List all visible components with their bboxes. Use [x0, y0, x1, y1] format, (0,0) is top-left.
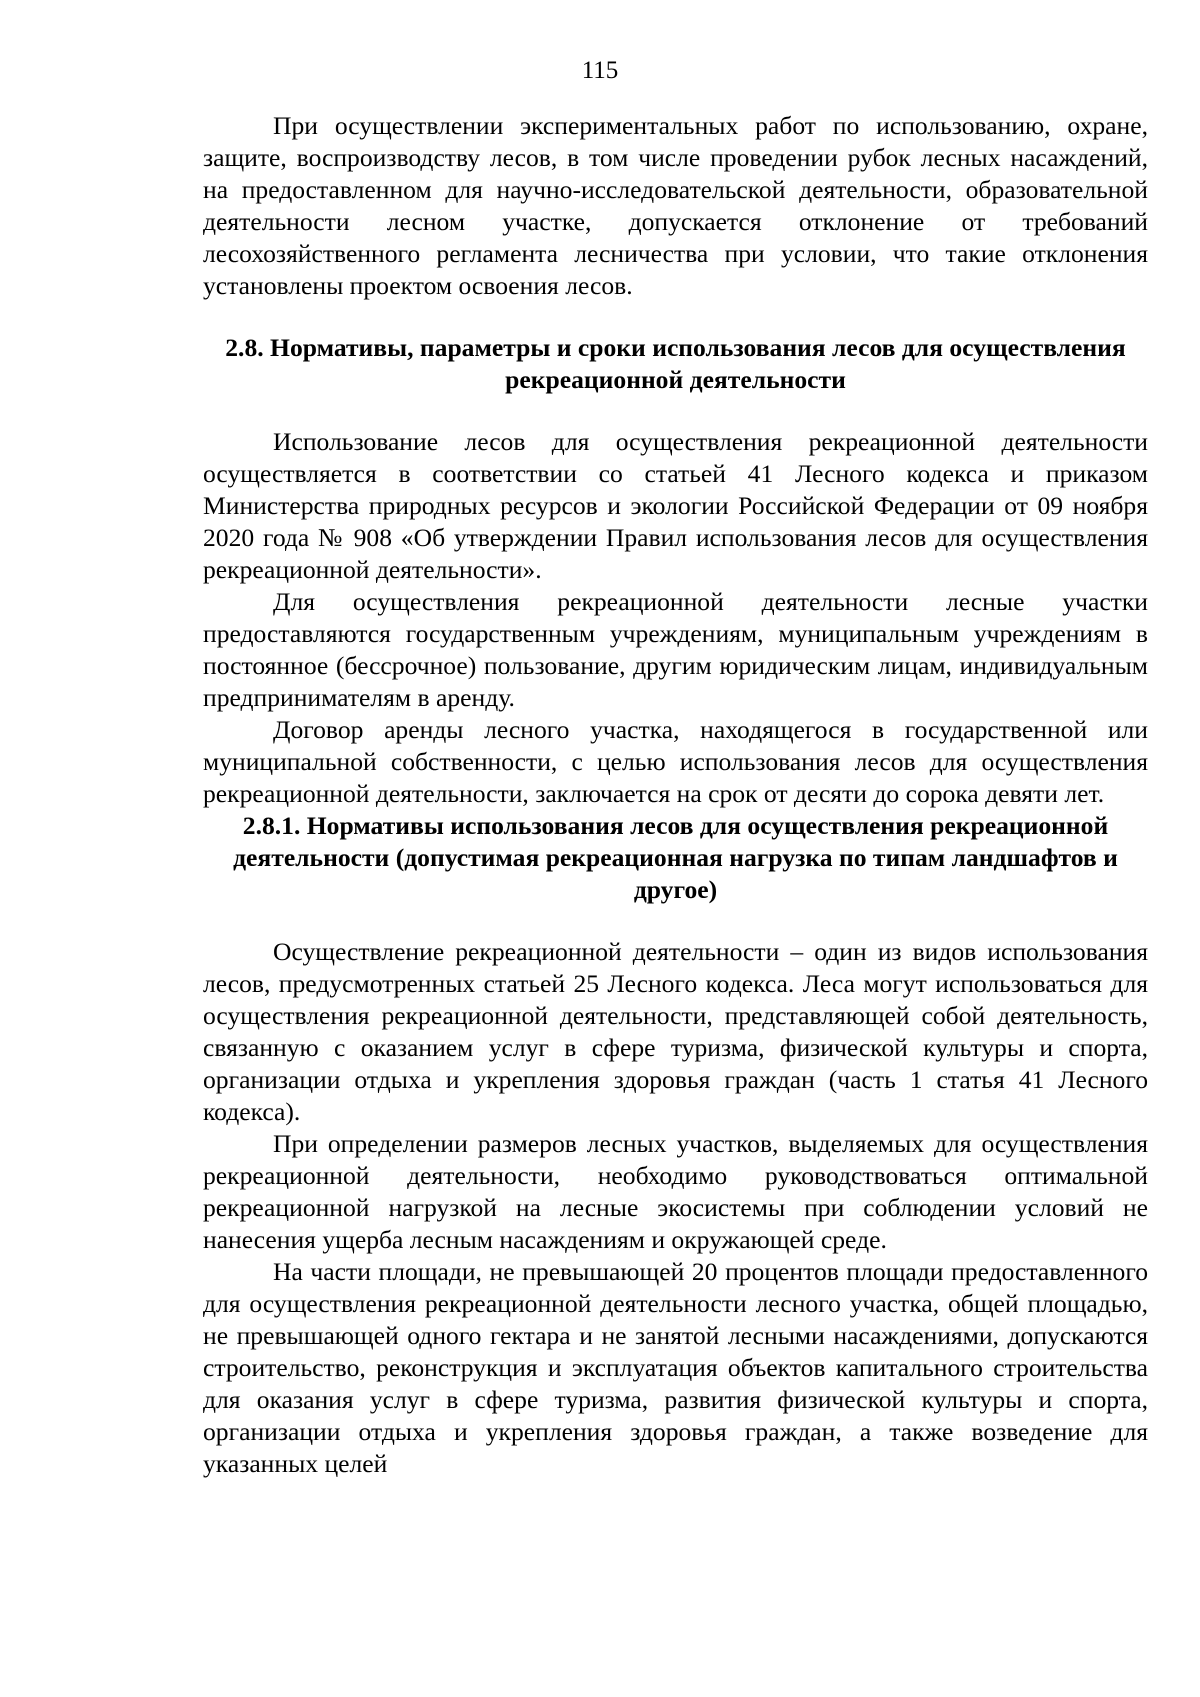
paragraph-plot-size: При определении размеров лесных участков, выделяемых для осуществления рекреационной деятельности, необходимо руководствоваться оптимальной рекреационной нагрузкой на лесные экосистемы при соблюдении условий не нанесения ущерба лесным насаждениям и окружающей среде.: [203, 1129, 1148, 1254]
page-number: 115: [581, 57, 619, 84]
document-body: [203, 110, 1148, 1480]
section-heading-2-8-1: 2.8.1. Нормативы использования лесов для осуществления рекреационной деятельности (допустимая рекреационная нагрузка по типам ландшафтов и другое): [233, 811, 1118, 904]
paragraph-construction-area: На части площади, не превышающей 20 процентов площади предоставленного для осуществления рекреационной деятельности лесного участка, общей площадью, не превышающей одного гектара и не занятой лесными насаждениями, допускаются строительство, реконструкция и эксплуатация объектов капитального строительства для оказания услуг в сфере туризма, развития физической культуры и спорта, организации отдыха и укрепления здоровья граждан, а также возведение для указанных целей: [203, 1257, 1148, 1478]
paragraph-recreational-activity: Осуществление рекреационной деятельности – один из видов использования лесов, предусмотренных статьей 25 Лесного кодекса. Леса могут использоваться для осуществления рекреационной деятельности, представляющей собой деятельность, связанную с оказанием услуг в сфере туризма, физической культуры и спорта, организации отдыха и укрепления здоровья граждан (часть 1 статья 41 Лесного кодекса).: [203, 937, 1148, 1126]
paragraph-experimental-works: При осуществлении экспериментальных работ по использованию, охране, защите, воспроизводству лесов, в том числе проведении рубок лесных насаждений, на предоставленном для научно-исследовательской деятельности, образовательной деятельности лесном участке, допускается отклонение от требований лесохозяйственного регламента лесничества при условии, что такие отклонения установлены проектом освоения лесов.: [203, 111, 1148, 300]
paragraph-forest-use-basis: Использование лесов для осуществления рекреационной деятельности осуществляется в соответствии со статьей 41 Лесного кодекса и приказом Министерства природных ресурсов и экологии Российской Федерации от 09 ноября 2020 года № 908 «Об утверждении Правил использования лесов для осуществления рекреационной деятельности».: [203, 427, 1148, 584]
paragraph-lease-term: Договор аренды лесного участка, находящегося в государственной или муниципальной собственности, с целью использования лесов для осуществления рекреационной деятельности, заключается на срок от десяти до сорока девяти лет.: [203, 715, 1148, 808]
paragraph-plot-provision: Для осуществления рекреационной деятельности лесные участки предоставляются государственным учреждениям, муниципальным учреждениям в постоянное (бессрочное) пользование, другим юридическим лицам, индивидуальным предпринимателям в аренду.: [203, 587, 1148, 712]
section-heading-2-8: 2.8. Нормативы, параметры и сроки использования лесов для осуществления рекреационной деятельности: [225, 333, 1126, 394]
